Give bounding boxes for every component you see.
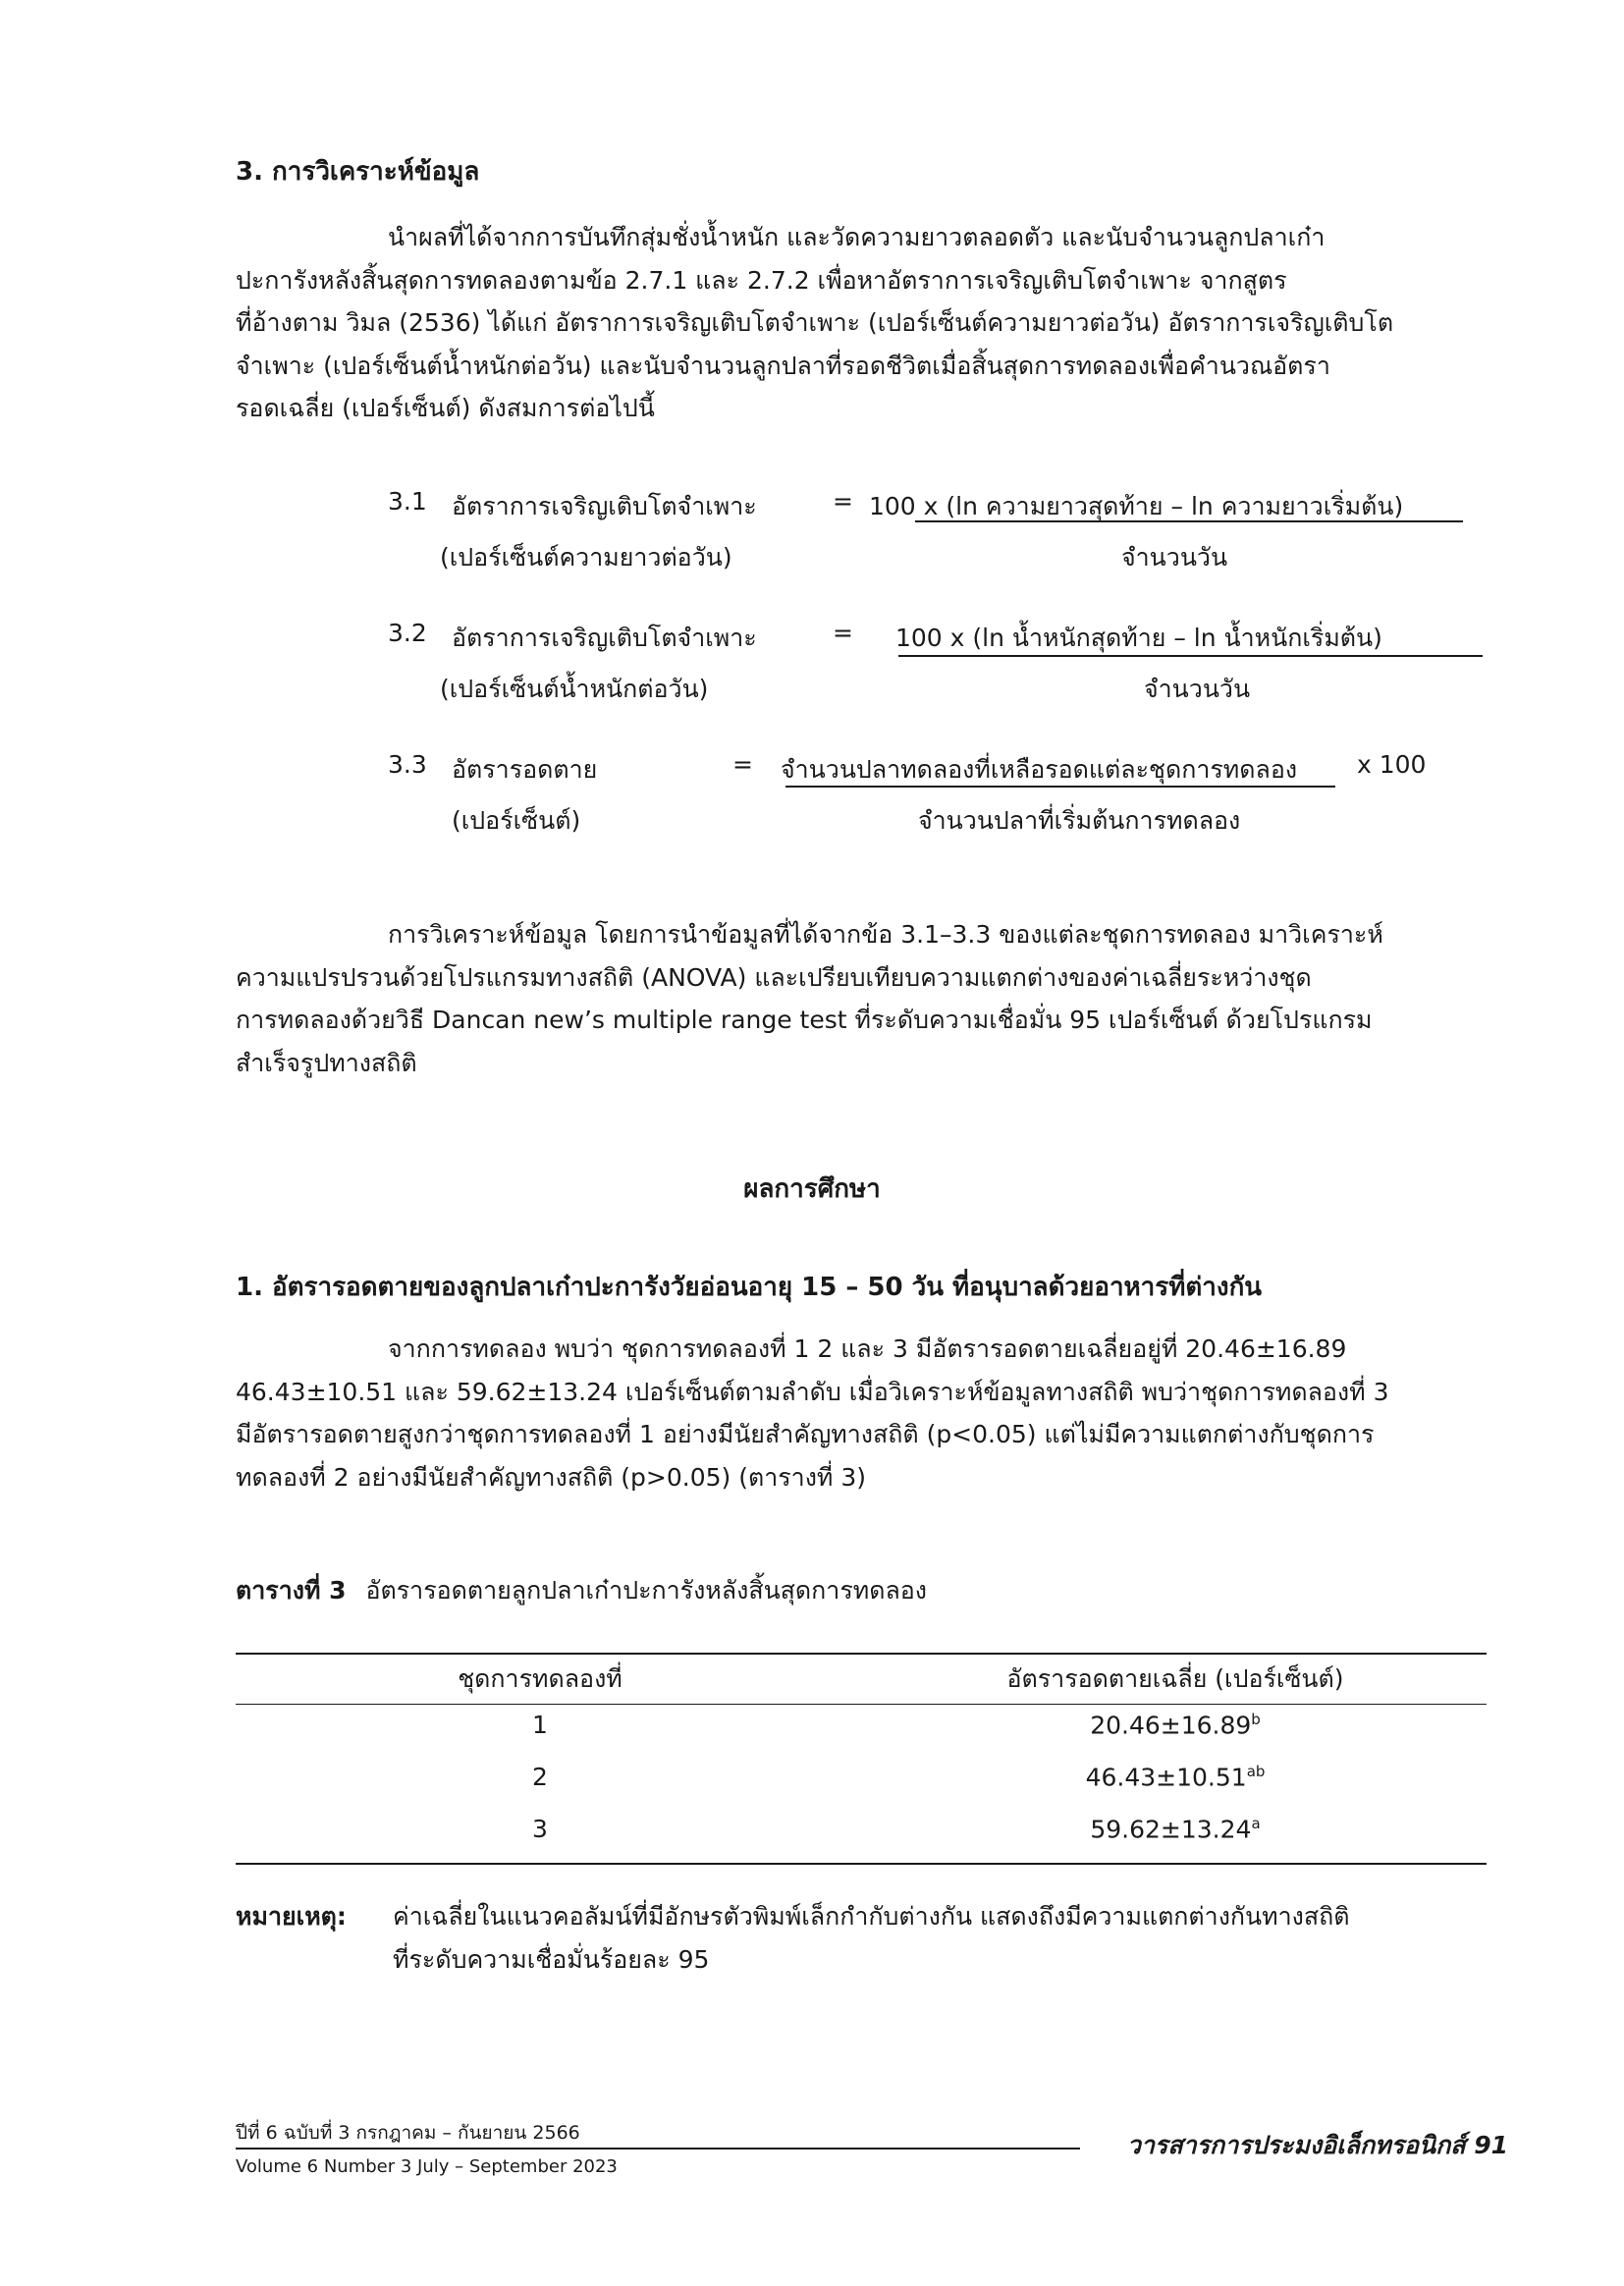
equation-numerator: 100 x (ln น้ำหนักสุดท้าย – ln น้ำหนักเริ่มต้น)	[895, 624, 1382, 652]
equation-label: อัตราการเจริญเติบโตจำเพาะ	[452, 492, 757, 520]
equation-equals: =	[833, 619, 853, 647]
table-cell-superscript: b	[1251, 1711, 1261, 1728]
analysis-paragraph	[236, 913, 1487, 1084]
table-cell-value: 20.46±16.89	[1090, 1711, 1252, 1740]
table-header-set: ชุดการทดลองที่	[458, 1664, 623, 1693]
equation-unit: (เปอร์เซ็นต์)	[452, 806, 581, 835]
section-heading: 3. การวิเคราะห์ข้อมูล	[236, 157, 480, 187]
footer-issue-thai: ปีที่ 6 ฉบับที่ 3 กรกฎาคม – กันยายน 2566	[236, 2122, 580, 2144]
footer-journal-title: วารสารการประมงอิเล็กทรอนิกส์ 91	[1126, 2131, 1508, 2159]
equation-label: อัตรารอดตาย	[452, 755, 598, 784]
method-paragraph	[236, 216, 1487, 430]
table-cell-superscript: a	[1251, 1815, 1261, 1832]
table-cell-rate	[864, 1763, 1487, 1791]
equation-equals: =	[732, 750, 753, 779]
equation-number: 3.2	[388, 619, 427, 647]
paragraph-line: ทดลองที่ 2 อย่างมีนัยสำคัญทางสถิติ (p>0.05) (ตารางที่ 3)	[236, 1462, 867, 1492]
fraction-bar	[898, 655, 1483, 657]
table-cell-set: 1	[532, 1711, 548, 1739]
table-caption	[236, 1569, 927, 1612]
table-cell-rate	[864, 1815, 1487, 1843]
table-bottom-rule	[236, 1863, 1487, 1865]
fraction-bar	[915, 520, 1463, 522]
equation-unit: (เปอร์เซ็นต์ความยาวต่อวัน)	[440, 543, 732, 572]
table-caption-label: ตารางที่ 3	[236, 1576, 347, 1605]
equation-denominator: จำนวนปลาที่เริ่มต้นการทดลอง	[918, 806, 1241, 835]
results-title: ผลการศึกษา	[743, 1174, 881, 1204]
table-cell-value: 59.62±13.24	[1090, 1815, 1252, 1844]
table-cell-value: 46.43±10.51	[1085, 1763, 1247, 1792]
equation-number: 3.3	[388, 750, 427, 779]
equation-number: 3.1	[388, 487, 427, 516]
table-caption-text: อัตรารอดตายลูกปลาเก๋าปะการังหลังสิ้นสุดการทดลอง	[365, 1576, 928, 1605]
equation-label: อัตราการเจริญเติบโตจำเพาะ	[452, 624, 757, 652]
table-header-rule	[236, 1704, 1487, 1705]
equation-numerator: จำนวนปลาทดลองที่เหลือรอดแต่ละชุดการทดลอง	[781, 755, 1298, 784]
footer-issue-english: Volume 6 Number 3 July – September 2023	[236, 2156, 618, 2177]
paragraph-line: จำเพาะ (เปอร์เซ็นต์น้ำหนักต่อวัน) และนับจำนวนลูกปลาที่รอดชีวิตเมื่อสิ้นสุดการทดลองเพื่อคำนวณอัตรา	[236, 351, 1330, 380]
note-line: ค่าเฉลี่ยในแนวคอลัมน์ที่มีอักษรตัวพิมพ์เล็กกำกับต่างกัน แสดงถึงมีความแตกต่างกันทางสถิติ	[393, 1902, 1350, 1931]
paragraph-line: การวิเคราะห์ข้อมูล โดยการนำข้อมูลที่ได้จากข้อ 3.1–3.3 ของแต่ละชุดการทดลอง มาวิเคราะห์	[388, 920, 1383, 949]
paragraph-line: การทดลองด้วยวิธี Dancan new’s multiple range test ที่ระดับความเชื่อมั่น 95 เปอร์เซ็นต์ ด้วยโปรแกรม	[236, 1006, 1373, 1034]
results-subheading: 1. อัตรารอดตายของลูกปลาเก๋าปะการังวัยอ่อนอายุ 15 – 50 วัน ที่อนุบาลด้วยอาหารที่ต่างกัน	[236, 1273, 1263, 1302]
paragraph-line: ที่อ้างตาม วิมล (2536) ได้แก่ อัตราการเจริญเติบโตจำเพาะ (เปอร์เซ็นต์ความยาวต่อวัน) อัตราการเจริญเติบโต	[236, 308, 1394, 337]
table-header-rate: อัตรารอดตายเฉลี่ย (เปอร์เซ็นต์)	[1006, 1664, 1344, 1693]
equation-denominator: จำนวนวัน	[1144, 675, 1251, 703]
paragraph-line: นำผลที่ได้จากการบันทึกสุ่มชั่งน้ำหนัก และวัดความยาวตลอดตัว และนับจำนวนลูกปลาเก๋า	[388, 223, 1326, 251]
footer-rule	[236, 2148, 1080, 2150]
table-top-rule	[236, 1653, 1487, 1655]
results-paragraph	[236, 1328, 1487, 1498]
fraction-bar	[785, 786, 1335, 788]
table-cell-set: 2	[532, 1763, 548, 1791]
paragraph-line: ปะการังหลังสิ้นสุดการทดลองตามข้อ 2.7.1 และ 2.7.2 เพื่อหาอัตราการเจริญเติบโตจำเพาะ จากสูตร	[236, 265, 1287, 295]
paragraph-line: รอดเฉลี่ย (เปอร์เซ็นต์) ดังสมการต่อไปนี้	[236, 394, 655, 422]
table-cell-set: 3	[532, 1815, 548, 1843]
table-cell-superscript: ab	[1246, 1763, 1266, 1780]
equation-unit: (เปอร์เซ็นต์น้ำหนักต่อวัน)	[440, 675, 709, 703]
equation-numerator: 100 x (ln ความยาวสุดท้าย – ln ความยาวเริ่มต้น)	[869, 492, 1404, 520]
note-label: หมายเหตุ:	[236, 1902, 347, 1931]
paragraph-line: จากการทดลอง พบว่า ชุดการทดลองที่ 1 2 และ 3 มีอัตรารอดตายเฉลี่ยอยู่ที่ 20.46±16.89	[388, 1334, 1347, 1363]
note-line: ที่ระดับความเชื่อมั่นร้อยละ 95	[393, 1945, 710, 1974]
table-cell-rate	[864, 1711, 1487, 1739]
paragraph-line: มีอัตรารอดตายสูงกว่าชุดการทดลองที่ 1 อย่างมีนัยสำคัญทางสถิติ (p<0.05) แต่ไม่มีความแตกต่างกับชุดการ	[236, 1420, 1375, 1448]
equation-denominator: จำนวนวัน	[1121, 543, 1228, 572]
paragraph-line: สำเร็จรูปทางสถิติ	[236, 1048, 417, 1077]
equation-equals: =	[833, 487, 853, 516]
paragraph-line: 46.43±10.51 และ 59.62±13.24 เปอร์เซ็นต์ตามลำดับ เมื่อวิเคราะห์ข้อมูลทางสถิติ พบว่าชุดการทดลองที่ 3	[236, 1377, 1389, 1406]
paragraph-line: ความแปรปรวนด้วยโปรแกรมทางสถิติ (ANOVA) และเปรียบเทียบความแตกต่างของค่าเฉลี่ยระหว่างชุด	[236, 962, 1312, 992]
equation-numerator-tail: x 100	[1357, 750, 1427, 779]
